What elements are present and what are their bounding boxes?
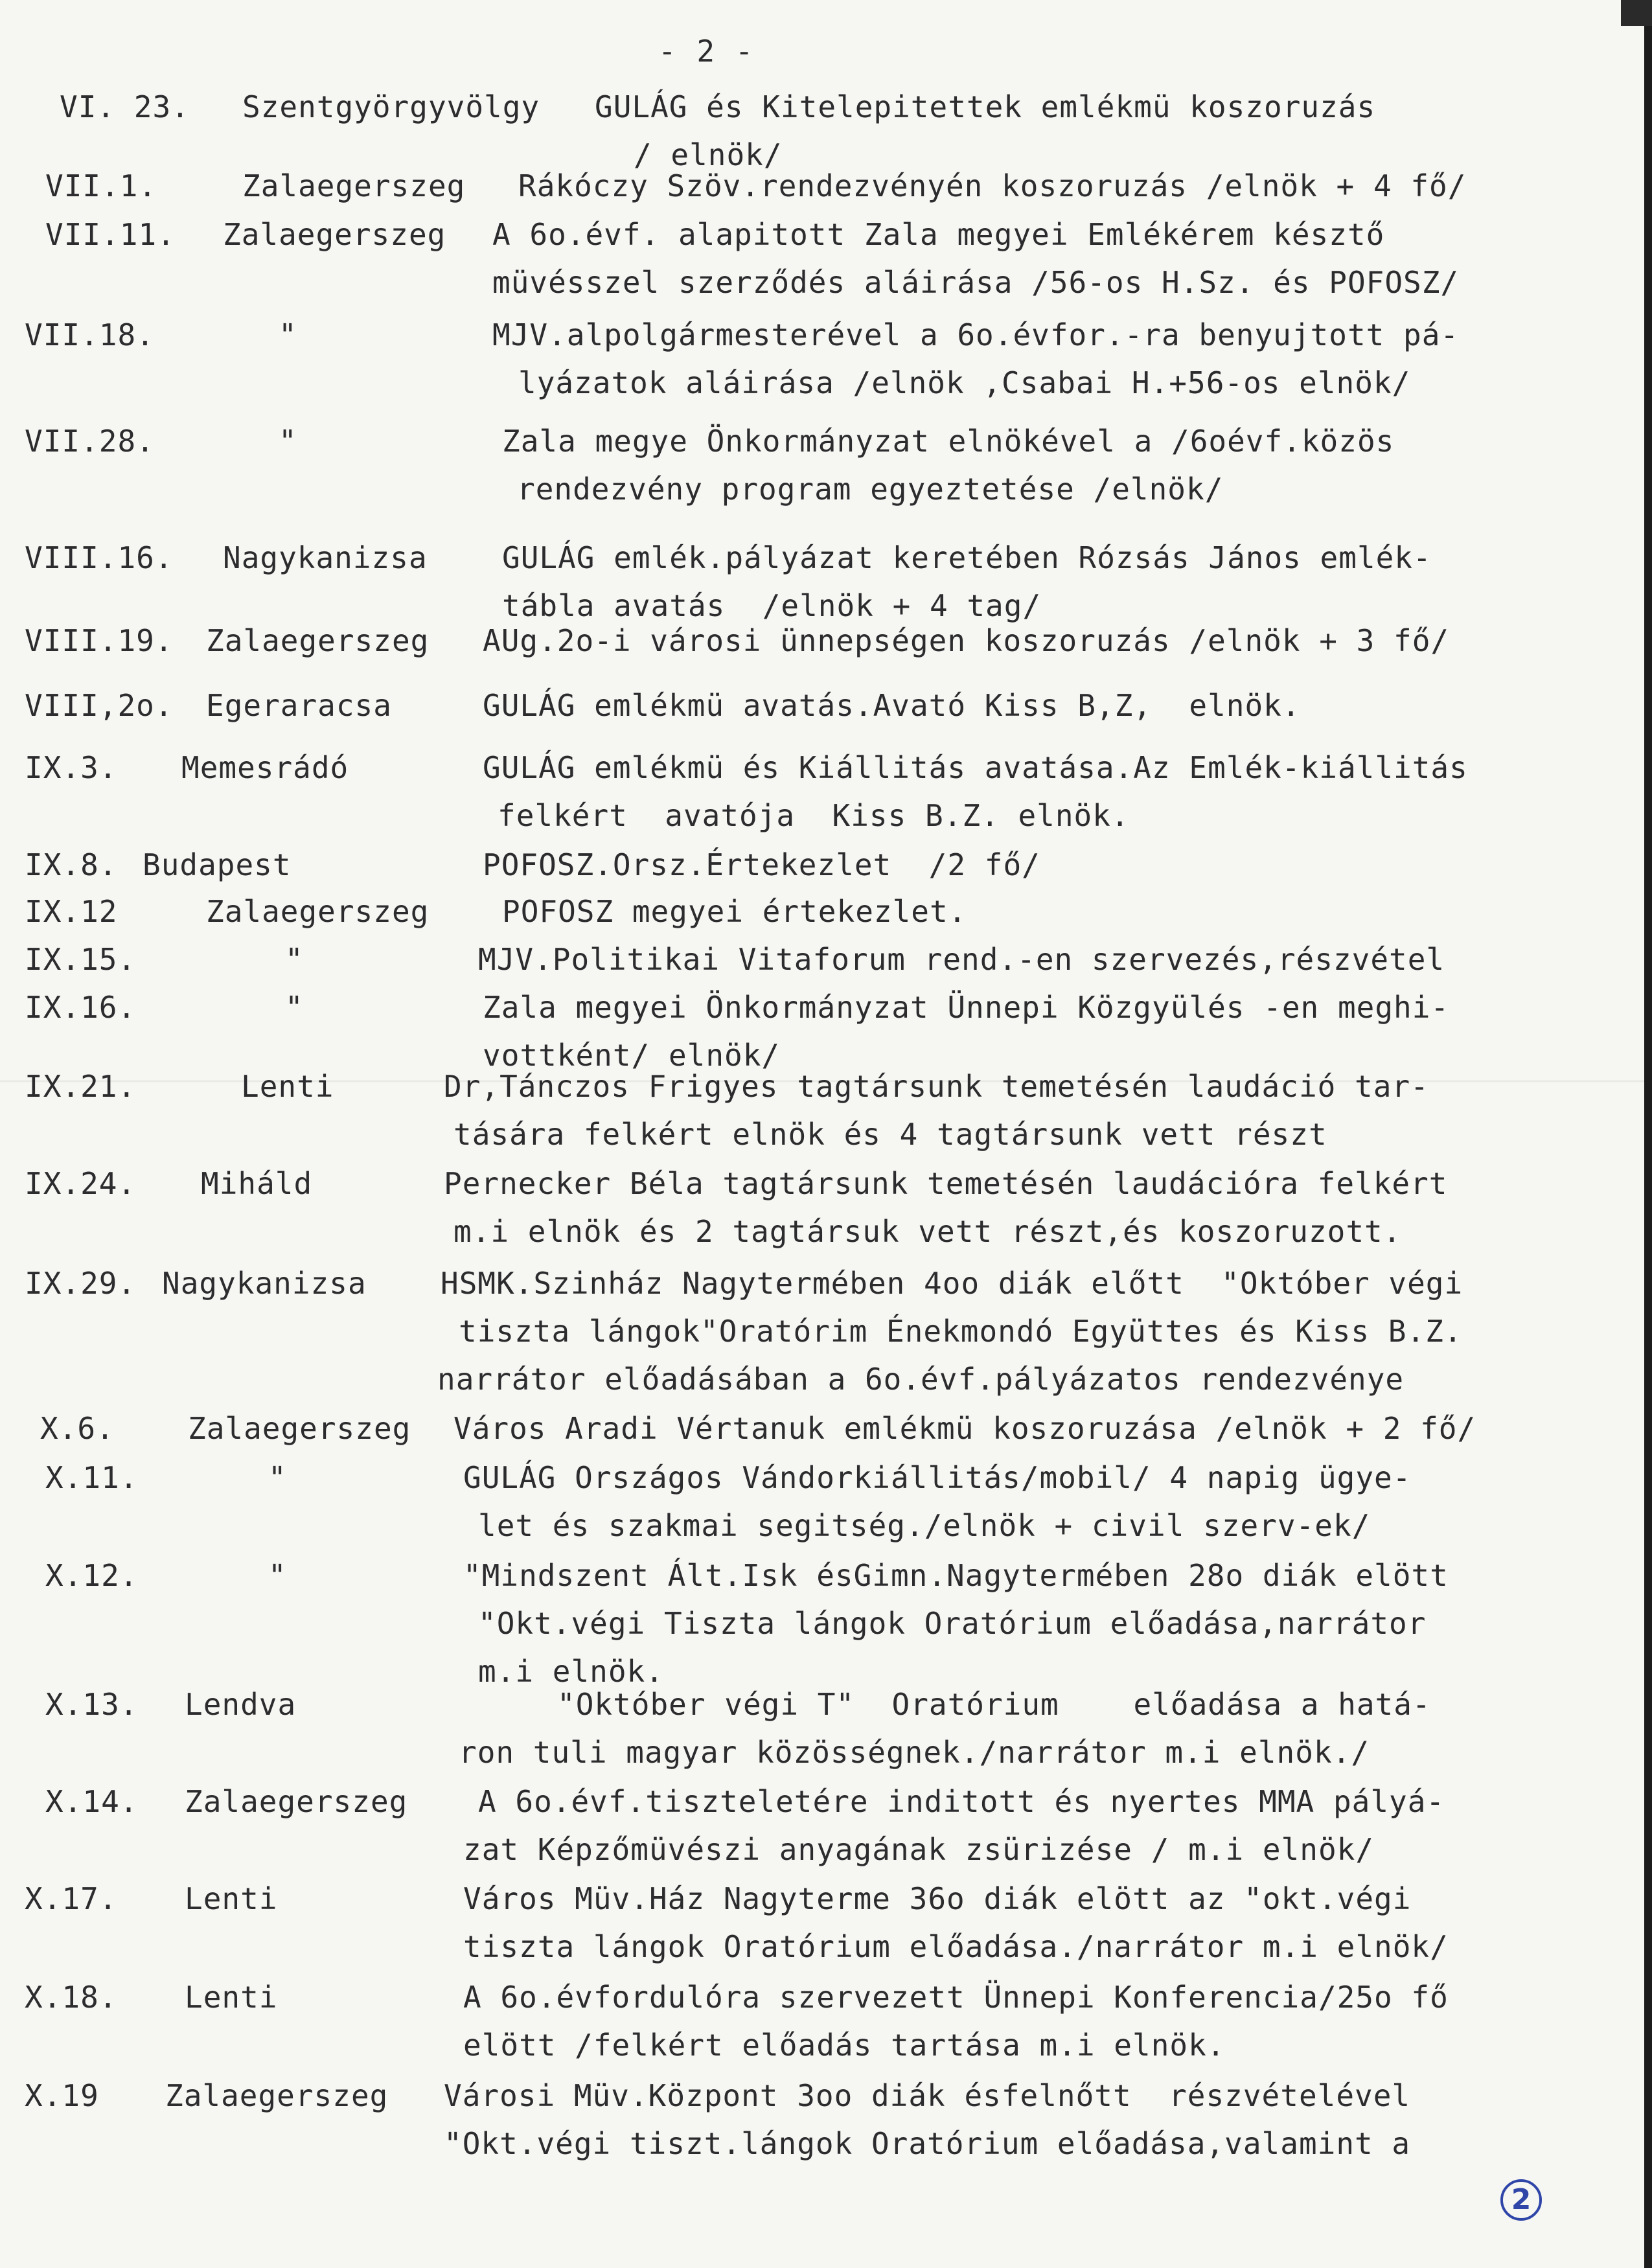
entry-place: Zalaegerszeg: [242, 168, 466, 203]
entry-date: IX.15.: [25, 942, 137, 977]
entry-description-line: m.i elnök.: [478, 1654, 664, 1689]
entry-date: X.14.: [45, 1784, 139, 1819]
entry-description-line: GULÁG emlékmü és Kiállitás avatása.Az Emlék-kiállitás: [483, 750, 1468, 785]
entry-description-line: müvésszel szerződés aláirása /56-os H.Sz. és POFOSZ/: [492, 265, 1460, 300]
entry-description-line: MJV.alpolgármesterével a 6o.évfor.-ra benyujtott pá-: [492, 317, 1460, 352]
entry-description-line: narrátor előadásában a 6o.évf.pályázatos rendezvénye: [437, 1362, 1405, 1397]
entry-description-line: Városi Müv.Központ 3oo diák ésfelnőtt részvételével: [444, 2078, 1411, 2113]
entry-description-line: / elnök/: [634, 137, 783, 172]
entry-place: Zalaegerszeg: [185, 1784, 408, 1819]
entry-date: IX.21.: [25, 1069, 137, 1104]
entry-date: IX.29.: [25, 1266, 137, 1301]
entry-description-line: felkért avatója Kiss B.Z. elnök.: [498, 798, 1130, 833]
entry-description-line: lyázatok aláirása /elnök ,Csabai H.+56-os elnök/: [518, 365, 1411, 400]
entry-date: X.19: [25, 2078, 99, 2113]
entry-description-line: Város Müv.Ház Nagyterme 36o diák elött az "okt.végi: [463, 1881, 1412, 1916]
entry-date: IX.8.: [25, 847, 118, 882]
entry-description-line: HSMK.Szinház Nagytermében 4oo diák előtt "Október végi: [441, 1266, 1463, 1301]
entry-date: IX.12: [25, 894, 118, 929]
entry-description-line: "Október végi T" Oratórium előadása a hatá-: [557, 1687, 1431, 1722]
entry-description-line: zat Képzőmüvészi anyagának zsürizése / m.i elnök/: [463, 1832, 1375, 1867]
entry-description-line: elött /felkért előadás tartása m.i elnök.: [463, 2028, 1226, 2063]
entry-place: ": [285, 942, 304, 977]
entry-description-line: A 6o.évf.tiszteletére inditott és nyertes MMA pályá-: [478, 1784, 1445, 1819]
entry-description-line: Dr,Tánczos Frigyes tagtársunk temetésén laudáció tar-: [444, 1069, 1429, 1104]
entry-description-line: A 6o.évf. alapitott Zala megyei Emlékérem késztő: [492, 217, 1385, 252]
entry-place: Zalaegerszeg: [188, 1411, 411, 1446]
entry-place: Memesrádó: [181, 750, 349, 785]
entry-place: ": [279, 424, 297, 459]
entry-place: ": [279, 317, 297, 352]
entry-description-line: "Okt.végi Tiszta lángok Oratórium előadása,narrátor: [478, 1606, 1427, 1641]
scan-corner: [1621, 0, 1652, 26]
entry-description-line: GULÁG emlék.pályázat keretében Rózsás János emlék-: [502, 540, 1432, 575]
entry-place: ": [268, 1558, 287, 1593]
entry-description-line: let és szakmai segitség./elnök + civil szerv-ek/: [478, 1508, 1371, 1543]
entry-place: Szentgyörgyvölgy: [242, 89, 540, 124]
entry-place: Nagykanizsa: [162, 1266, 367, 1301]
entry-date: IX.24.: [25, 1166, 137, 1201]
entry-description-line: Zala megyei Önkormányzat Ünnepi Közgyülés -en meghi-: [483, 990, 1450, 1025]
entry-description-line: POFOSZ megyei értekezlet.: [502, 894, 967, 929]
entry-description-line: Rákóczy Szöv.rendezvényén koszoruzás /elnök + 4 fő/: [518, 168, 1467, 203]
entry-place: Zalaegerszeg: [206, 894, 430, 929]
entry-description-line: Pernecker Béla tagtársunk temetésén laudációra felkért: [444, 1166, 1448, 1201]
entry-date: X.6.: [40, 1411, 115, 1446]
entry-date: VII.18.: [25, 317, 155, 352]
entry-place: Lendva: [185, 1687, 297, 1722]
entry-description-line: POFOSZ.Orsz.Értekezlet /2 fő/: [483, 847, 1040, 882]
entry-description-line: AUg.2o-i városi ünnepségen koszoruzás /elnök + 3 fő/: [483, 623, 1450, 658]
entry-place: ": [268, 1460, 287, 1495]
entry-description-line: vottként/ elnök/: [483, 1038, 781, 1073]
entry-place: Nagykanizsa: [223, 540, 428, 575]
entry-place: ": [285, 990, 304, 1025]
page-number: - 2 -: [658, 34, 755, 69]
entry-place: Egeraracsa: [206, 688, 392, 723]
entry-description-line: "Okt.végi tiszt.lángok Oratórium előadása,valamint a: [444, 2126, 1411, 2161]
entry-date: VII.11.: [45, 217, 176, 252]
entry-description-line: m.i elnök és 2 tagtársuk vett részt,és koszoruzott.: [453, 1214, 1402, 1249]
entry-date: X.11.: [45, 1460, 139, 1495]
entry-date: IX.3.: [25, 750, 118, 785]
entry-date: VII.1.: [45, 168, 157, 203]
entry-description-line: rendezvény program egyeztetése /elnök/: [517, 472, 1224, 507]
entry-date: VIII.19.: [25, 623, 174, 658]
entry-description-line: "Mindszent Ált.Isk ésGimn.Nagytermében 28o diák elött: [463, 1558, 1449, 1593]
scan-edge: [1644, 0, 1652, 2268]
entry-description-line: Zala megye Önkormányzat elnökével a /6oévf.közös: [502, 424, 1395, 459]
entry-date: X.18.: [25, 1980, 118, 2015]
entry-place: Zalaegerszeg: [206, 623, 430, 658]
entry-date: IX.16.: [25, 990, 137, 1025]
entry-place: Budapest: [143, 847, 292, 882]
entry-description-line: GULÁG és Kitelepitettek emlékmü koszoruzás: [595, 89, 1376, 124]
entry-place: Lenti: [185, 1980, 278, 2015]
entry-date: VIII.16.: [25, 540, 174, 575]
entry-description-line: tására felkért elnök és 4 tagtársunk vett részt: [453, 1117, 1327, 1152]
entry-date: VIII,2o.: [25, 688, 174, 723]
entry-description-line: A 6o.évfordulóra szervezett Ünnepi Konferencia/25o fő: [463, 1980, 1449, 2015]
entry-description-line: tiszta lángok"Oratórim Énekmondó Együttes és Kiss B.Z.: [459, 1314, 1463, 1349]
entry-description-line: tiszta lángok Oratórium előadása./narrátor m.i elnök/: [463, 1929, 1449, 1964]
entry-place: Zalaegerszeg: [223, 217, 446, 252]
entry-description-line: ron tuli magyar közösségnek./narrátor m.i elnök./: [459, 1735, 1370, 1770]
entry-description-line: GULÁG Országos Vándorkiállitás/mobil/ 4 napig ügye-: [463, 1460, 1412, 1495]
entry-date: VI. 23.: [60, 89, 190, 124]
entry-date: X.12.: [45, 1558, 139, 1593]
entry-description-line: MJV.Politikai Vitaforum rend.-en szervezés,részvétel: [478, 942, 1445, 977]
entry-description-line: GULÁG emlékmü avatás.Avató Kiss B,Z, elnök.: [483, 688, 1301, 723]
entry-description-line: Város Aradi Vértanuk emlékmü koszoruzása /elnök + 2 fő/: [453, 1411, 1476, 1446]
entry-date: X.17.: [25, 1881, 118, 1916]
entry-place: Miháld: [201, 1166, 313, 1201]
entry-place: Zalaegerszeg: [165, 2078, 389, 2113]
page-mark: 2: [1500, 2179, 1542, 2221]
entry-date: X.13.: [45, 1687, 139, 1722]
entry-date: VII.28.: [25, 424, 155, 459]
entry-place: Lenti: [241, 1069, 334, 1104]
entry-description-line: tábla avatás /elnök + 4 tag/: [502, 588, 1042, 623]
entry-place: Lenti: [185, 1881, 278, 1916]
